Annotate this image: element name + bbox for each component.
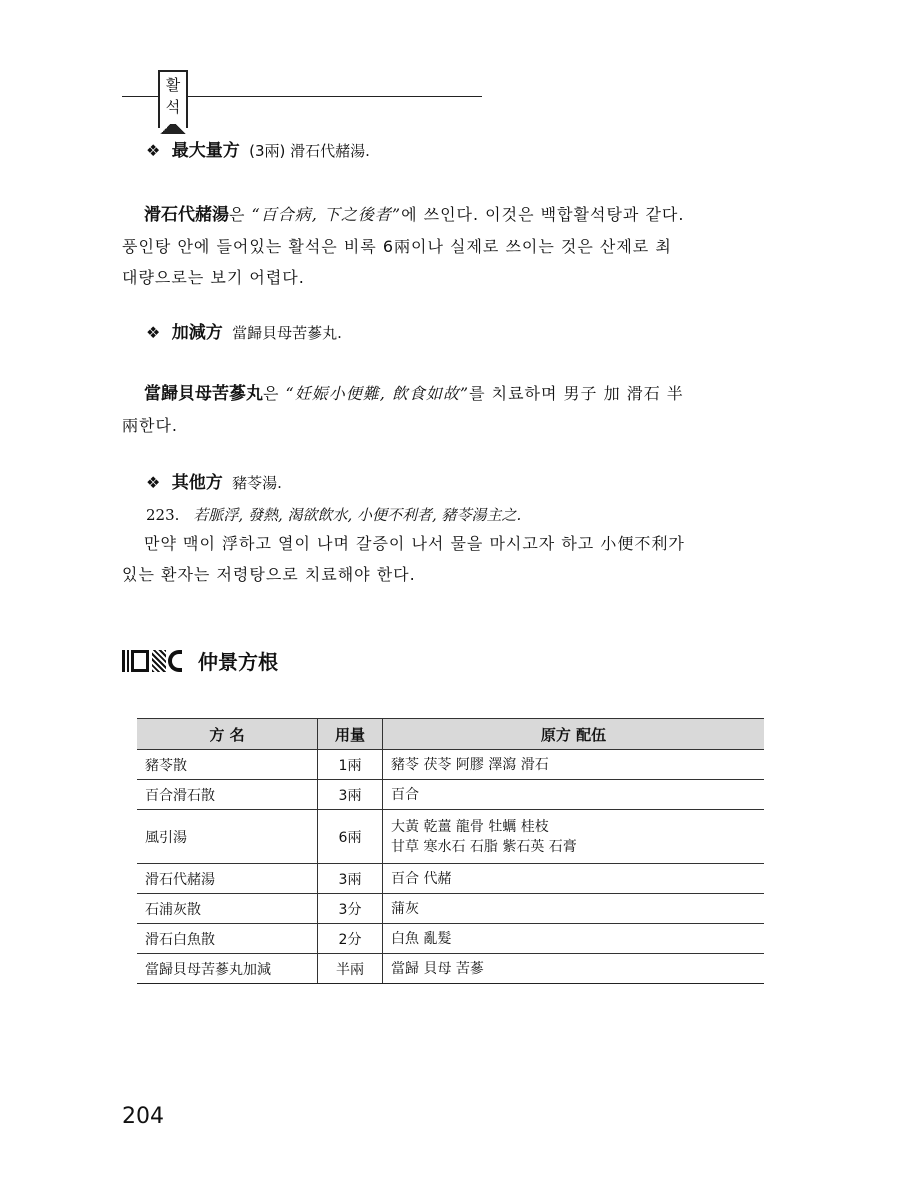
text-span: 은	[263, 384, 286, 403]
column-header-name: 方 名	[137, 719, 318, 750]
text-span: 은	[229, 205, 252, 224]
page-number: 204	[122, 1104, 164, 1129]
paragraph-line: 대량으로는 보기 어렵다.	[122, 268, 305, 287]
paragraph-line: 풍인탕 안에 들어있는 활석은 비록 6兩이나 실제로 쓰이는 것은 산제로 최	[122, 237, 672, 256]
ingredients-cell	[383, 924, 765, 954]
amount-cell: 3兩	[318, 780, 383, 810]
ingredients-cell	[383, 954, 765, 984]
quotation: “妊娠小便難, 飲食如故”	[285, 384, 470, 403]
table-row	[137, 924, 764, 954]
reference-text: 若脈浮, 發熱, 渴欲飲水, 小便不利者, 豬苓湯主之.	[193, 506, 522, 524]
heading-text: 豬苓湯.	[232, 474, 282, 492]
amount-cell: 1兩	[318, 750, 383, 780]
formula-name-cell: 百合滑石散	[137, 780, 318, 810]
ingredients-cell	[383, 810, 765, 864]
amount-cell: 3兩	[318, 864, 383, 894]
formula-name-cell: 石浦灰散	[137, 894, 318, 924]
table-row	[137, 780, 764, 810]
column-header-amount: 用量	[318, 719, 383, 750]
ingredients-cell	[383, 750, 765, 780]
table-row	[137, 810, 764, 864]
amount-cell: 2分	[318, 924, 383, 954]
section-title-text: 仲景方根	[198, 650, 278, 674]
paragraph-other-formula	[122, 528, 782, 590]
heading-label: 其他方	[171, 473, 223, 493]
ingredient-line: 蒲灰	[391, 900, 419, 917]
table-row	[137, 864, 764, 894]
ingredient-line: 白魚 亂髮	[391, 930, 452, 947]
reference-clause	[146, 503, 806, 527]
table-row	[137, 894, 764, 924]
chapter-tab	[158, 70, 188, 128]
ingredients-cell	[383, 864, 765, 894]
table-header-row	[137, 719, 764, 750]
reference-number: 223.	[146, 506, 180, 524]
heading-max-dose	[146, 139, 806, 163]
formula-name-cell: 當歸貝母苦蔘丸加減	[137, 954, 318, 984]
diamond-bullet-icon: ❖	[146, 473, 161, 492]
lead-term: 滑石代赭湯	[144, 205, 229, 225]
heading-text: (3兩) 滑石代赭湯.	[249, 142, 370, 160]
ingredient-line: 當歸 貝母 苦蔘	[391, 960, 484, 977]
section-title	[122, 646, 278, 675]
paragraph-line	[122, 199, 782, 231]
diamond-bullet-icon: ❖	[146, 141, 161, 160]
paragraph-line	[122, 378, 782, 410]
heading-text: 當歸貝母苦蔘丸.	[232, 324, 342, 342]
paragraph-modified-formula	[122, 378, 782, 441]
quotation: “百合病, 下之後者”	[251, 205, 402, 224]
ingredient-line: 大黃 乾薑 龍骨 牡蠣 桂枝	[391, 818, 549, 835]
decorative-ornament-icon	[122, 650, 184, 672]
amount-cell: 6兩	[318, 810, 383, 864]
heading-modified-formula	[146, 321, 806, 345]
ingredient-line: 豬苓 茯苓 阿膠 澤瀉 滑石	[391, 756, 549, 773]
paragraph-max-dose	[122, 199, 782, 293]
formula-table	[137, 718, 764, 984]
paragraph-line: 만약 맥이 浮하고 열이 나며 갈증이 나서 물을 마시고자 하고 小便不利가	[144, 534, 685, 553]
formula-name-cell: 風引湯	[137, 810, 318, 864]
ingredient-line: 甘草 寒水石 石脂 紫石英 石膏	[391, 838, 577, 855]
lead-term: 當歸貝母苦蔘丸	[144, 384, 263, 404]
text-span: 에 쓰인다. 이것은 백합활석탕과 같다.	[401, 205, 685, 224]
ingredients-cell	[383, 780, 765, 810]
ingredient-line: 百合	[391, 786, 419, 803]
ingredient-line: 百合 代赭	[391, 870, 452, 887]
table-row	[137, 954, 764, 984]
amount-cell: 半兩	[318, 954, 383, 984]
chapter-tab-char-1: 활	[165, 76, 181, 94]
paragraph-line: 兩한다.	[122, 416, 178, 435]
column-header-ingredients: 原方 配伍	[383, 719, 765, 750]
ingredients-cell	[383, 894, 765, 924]
diamond-bullet-icon: ❖	[146, 323, 161, 342]
paragraph-line: 있는 환자는 저령탕으로 치료해야 한다.	[122, 565, 416, 584]
chapter-tab-char-2: 석	[165, 98, 181, 116]
heading-label: 最大量方	[171, 141, 240, 161]
heading-label: 加減方	[171, 323, 223, 343]
formula-name-cell: 滑石代赭湯	[137, 864, 318, 894]
amount-cell: 3分	[318, 894, 383, 924]
formula-name-cell: 滑石白魚散	[137, 924, 318, 954]
formula-name-cell: 豬苓散	[137, 750, 318, 780]
text-span: 를 치료하며 男子 加 滑石 半	[469, 384, 684, 403]
table-row	[137, 750, 764, 780]
chapter-tab-notch	[158, 124, 188, 134]
heading-other-formula	[146, 471, 806, 495]
